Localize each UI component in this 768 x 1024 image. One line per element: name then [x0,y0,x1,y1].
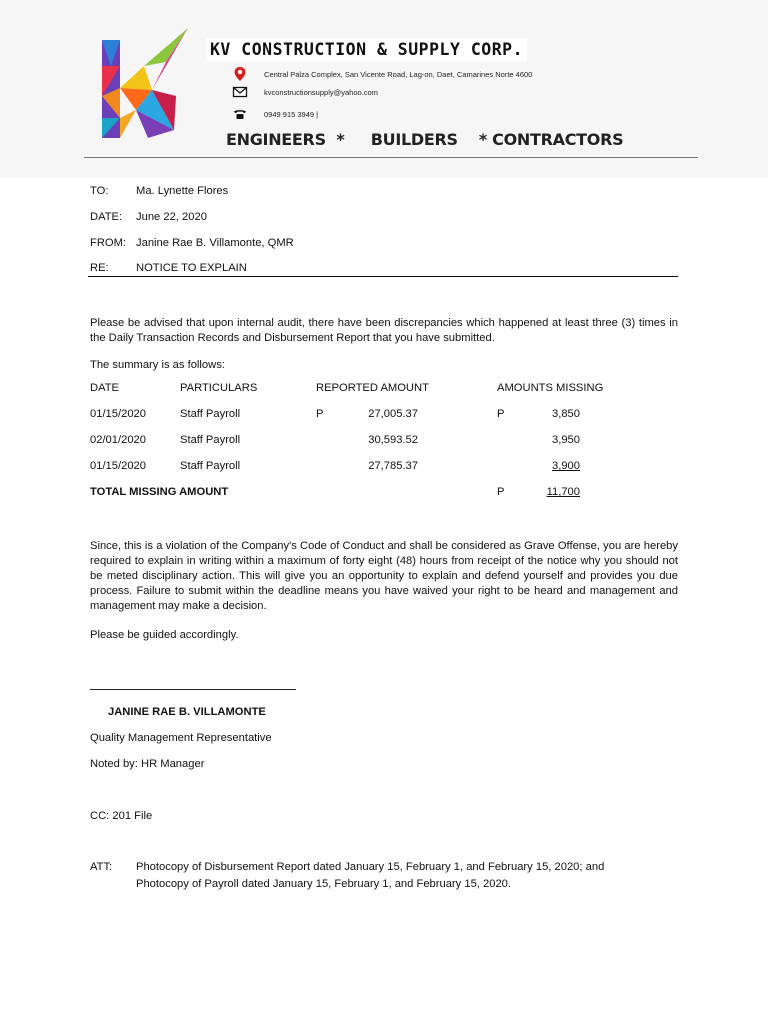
att-label: ATT: [90,861,113,873]
re-label: RE: [90,262,109,274]
table-row-date: 01/15/2020 [90,408,146,420]
from-label: FROM: [90,237,127,249]
table-row-date: 02/01/2020 [90,434,146,446]
table-row-missing: 3,950 [552,434,580,446]
header-reported: REPORTED AMOUNT [316,382,429,394]
company-tagline: ENGINEERS * BUILDERS * CONTRACTORS [226,130,624,149]
table-row-date: 01/15/2020 [90,460,146,472]
company-address: Central Palza Complex, San Vicente Road, Lag-on, Daet, Camarines Norte 4600 [264,69,533,79]
violation-paragraph: Since, this is a violation of the Company's Code of Conduct and shall be considered as Grave Offense, you are hereby required to explain in writing within a maximum of forty eight (48) hours from receipt of the notice why you should not be meted disciplinary action. This will give you an opportunity to explain and defend yourself and provides you due process. Failure to submit within the deadline means you have waived your right to be heard and management and management may make a decision. [90,540,678,612]
intro-paragraph: Please be advised that upon internal audit, there have been discrepancies which happened at least three (3) times in the Daily Transaction Records and Disbursement Report that you have submitted. [90,317,678,344]
total-label: TOTAL MISSING AMOUNT [90,486,229,498]
att-line-2: Photocopy of Payroll dated January 15, February 1, and February 15, 2020. [136,878,512,890]
total-prefix: P [497,486,505,498]
table-row-particulars: Staff Payroll [180,434,241,446]
header-date: DATE [90,382,120,394]
table-row-reported: 27,005.37 [368,408,418,420]
company-email: kvconstructionsupply@yahoo.com [264,87,378,97]
date-value: June 22, 2020 [136,211,207,223]
memo-re [90,262,247,274]
to-label: TO: [90,185,109,197]
table-row-reported: 27,785.37 [368,460,418,472]
header-particulars: PARTICULARS [180,382,258,394]
map-pin-icon [232,66,248,82]
email-row [232,84,378,100]
re-value: NOTICE TO EXPLAIN [136,262,247,274]
table-row-particulars: Staff Payroll [180,460,241,472]
table-row-missing: 3,900 [552,460,580,472]
att-line-1: Photocopy of Disbursement Report dated January 15, February 1, and February 15, 2020; and [136,861,605,873]
table-row-reported-prefix: P [316,408,324,420]
summary-intro: The summary is as follows: [90,359,225,371]
table-row-particulars: Staff Payroll [180,408,241,420]
company-name: KV CONSTRUCTION & SUPPLY CORP. [206,38,527,61]
phone-row [232,106,318,122]
total-amount [497,486,580,498]
table-row-reported: 30,593.52 [368,434,418,446]
date-label: DATE: [90,211,123,223]
company-phone: 0949 915 3949 | [264,109,319,119]
memo-date [90,211,207,223]
closing-line: Please be guided accordingly. [90,629,239,641]
header-divider [84,157,698,158]
signature-line [90,689,296,690]
table-row-missing: 3,850 [552,408,580,420]
to-value: Ma. Lynette Flores [136,185,229,197]
noted-by: Noted by: HR Manager [90,758,205,770]
memo-to [90,185,228,197]
company-logo [96,26,192,144]
re-divider [88,276,678,277]
signatory-name: JANINE RAE B. VILLAMONTE [108,706,266,718]
address-row [232,66,532,82]
cc-line: CC: 201 File [90,810,153,822]
memo-from [90,237,294,249]
table-row-missing-prefix: P [497,408,505,420]
total-value: 11,700 [546,486,580,498]
from-value: Janine Rae B. Villamonte, QMR [136,237,294,249]
signatory-title: Quality Management Representative [90,732,272,744]
telephone-icon [232,106,248,122]
header-missing: AMOUNTS MISSING [497,382,604,394]
envelope-icon [232,84,248,100]
